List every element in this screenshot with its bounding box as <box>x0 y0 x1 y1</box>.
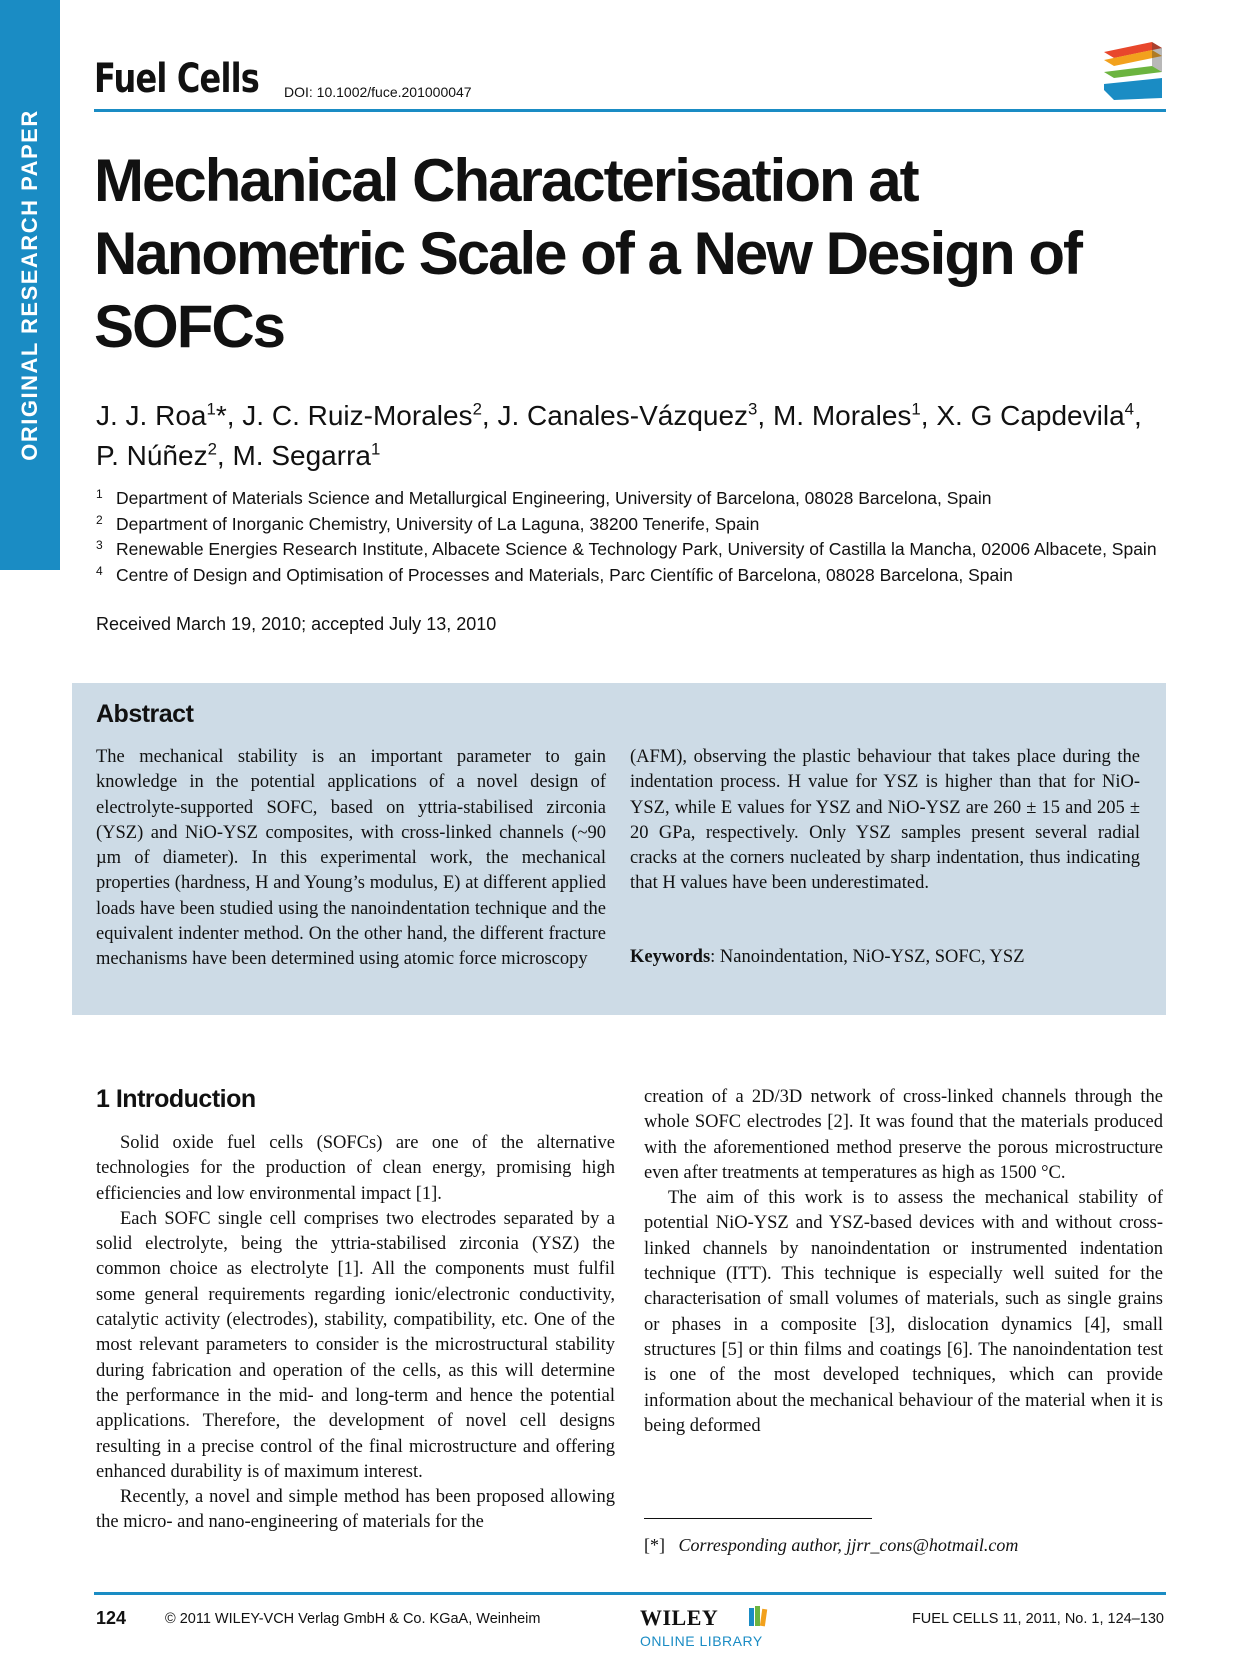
article-type-label: ORIGINAL RESEARCH PAPER <box>17 109 42 461</box>
logo-layer-green <box>1104 66 1162 78</box>
affiliation: 4 Centre of Design and Optimisation of Processes and Materials, Parc Científic of Barcelona, 08028 Barcelona, Spain <box>96 563 1013 585</box>
header-rule <box>94 109 1166 112</box>
page-number: 124 <box>96 1608 127 1628</box>
doi: DOI: 10.1002/fuce.201000047 <box>284 84 472 100</box>
author: X. G Capdevila$^4$, <box>936 399 1142 431</box>
abstract-heading: Abstract <box>96 700 194 728</box>
journal-title: Fuel Cells <box>94 56 260 102</box>
author: M. Morales$^1$, <box>772 399 937 431</box>
body-column-2 <box>644 1085 1163 1439</box>
logo-layer-blue <box>1104 78 1162 100</box>
author: J. C. Ruiz-Morales$^2$, <box>242 399 498 431</box>
paragraph: Each SOFC single cell comprises two electrodes separated by a solid electrolyte, being the yttria-stabilised zirconia (YSZ) the common choice as electrolyte [1]. All the components must fulfil some general requirements regarding ionic/electronic conductivity, catalytic activity (electrodes), stability, compatibility, etc. One of the most relevant parameters to consider is the microstructural stability during fabrication and operation of the cells, as this will determine the performance in the mid- and long-term and hence the potential applications. Therefore, the development of novel cell designs resulting in a precise control of the final microstructure and offering enhanced durability is of maximum interest. <box>96 1208 615 1482</box>
paragraph: Recently, a novel and simple method has been proposed allowing the micro- and nano-engineering of materials for the <box>96 1487 615 1533</box>
publisher-logo: WILEY <box>640 1605 719 1630</box>
affiliation: 2 Department of Inorganic Chemistry, University of La Laguna, 38200 Tenerife, Spain <box>96 512 760 534</box>
author: M. Segarra$^1$ <box>232 439 381 471</box>
author: J. J. Roa$^1$*, <box>96 399 243 431</box>
keywords: Keywords: Nanoindentation, NiO-YSZ, SOFC, YSZ <box>630 947 1025 967</box>
affiliation: 3 Renewable Energies Research Institute, Albacete Science & Technology Park, University of Castilla la Mancha, 02006 Albacete, Spain <box>96 538 1157 559</box>
section-heading: 1 Introduction <box>96 1085 256 1113</box>
footnote: [*] Corresponding author, jjrr_cons@hotmail.com <box>644 1535 1019 1555</box>
affiliation: 1 Department of Materials Science and Metallurgical Engineering, University of Barcelona, 08028 Barcelona, Spain <box>96 487 992 508</box>
citation: FUEL CELLS 11, 2011, No. 1, 124–130 <box>911 1611 1164 1627</box>
body-column-1 <box>96 1131 615 1536</box>
abstract-column-1: The mechanical stability is an important parameter to gain knowledge in the potential applications of a novel design of electrolyte-supported SOFC, based on yttria-stabilised zirconia (YSZ) and NiO-YSZ composites, with cross-linked channels (~90 µm of diameter). In this experimental work, the mechanical properties (hardness, H and Young’s modulus, E) at different applied loads have been studied using the nanoindentation technique and the equivalent indenter method. On the other hand, the different fracture mechanisms have been determined using atomic force microscopy <box>96 747 606 970</box>
paragraph: creation of a 2D/3D network of cross-linked channels through the whole SOFC electrodes [2]. It was found that the materials produced with the aforementioned method preserve the porous microstructure even after treatments at temperatures as high as 1500 °C. <box>644 1087 1163 1183</box>
paragraph: The aim of this work is to assess the mechanical stability of potential NiO-YSZ and YSZ-based devices with and without cross-linked channels by nanoindentation or instrumented indentation technique (ITT). This technique is especially well suited for the characterisation of small volumes of materials, such as single grains or phases in a composite [3], dislocation dynamics [4], small structures [5] or thin films and coatings [6]. The nanoindentation test is one of the most developed techniques, which can provide information about the mechanical behaviour of the material when it is being deformed <box>644 1188 1163 1436</box>
corresponding-author: Corresponding author, jjrr_cons@hotmail.com <box>678 1535 1019 1555</box>
copyright: © 2011 WILEY-VCH Verlag GmbH & Co. KGaA, Weinheim <box>165 1611 541 1627</box>
journal-logo-icon <box>1100 38 1166 106</box>
affiliations <box>96 486 1157 588</box>
author: J. Canales-Vázquez$^3$, <box>497 399 773 431</box>
article-title: Mechanical Characterisation at Nanometric Scale of a New Design of SOFCs <box>94 147 1081 360</box>
side-band <box>0 0 60 570</box>
library-books-icon <box>748 1604 770 1628</box>
footnote-rule <box>644 1518 872 1519</box>
paragraph: Solid oxide fuel cells (SOFCs) are one of the alternative technologies for the production of clean energy, promising high efficiencies and low environmental impact [1]. <box>96 1133 615 1204</box>
abstract-column-2: (AFM), observing the plastic behaviour that takes place during the indentation process. H value for YSZ is higher than that for NiO-YSZ, while E values for YSZ and NiO-YSZ are 260 ± 15 and 205 ± 20 GPa, respectively. Only YSZ samples present several radial cracks at the corners nucleated by sharp indentation, thus indicating that H values have been underestimated. <box>630 747 1140 894</box>
author-list <box>96 396 1176 476</box>
publisher-subtitle: ONLINE LIBRARY <box>640 1633 763 1649</box>
author: P. Núñez$^2$, <box>96 439 233 471</box>
footer-rule <box>94 1592 1166 1595</box>
received-dates: Received March 19, 2010; accepted July 13, 2010 <box>96 614 497 634</box>
